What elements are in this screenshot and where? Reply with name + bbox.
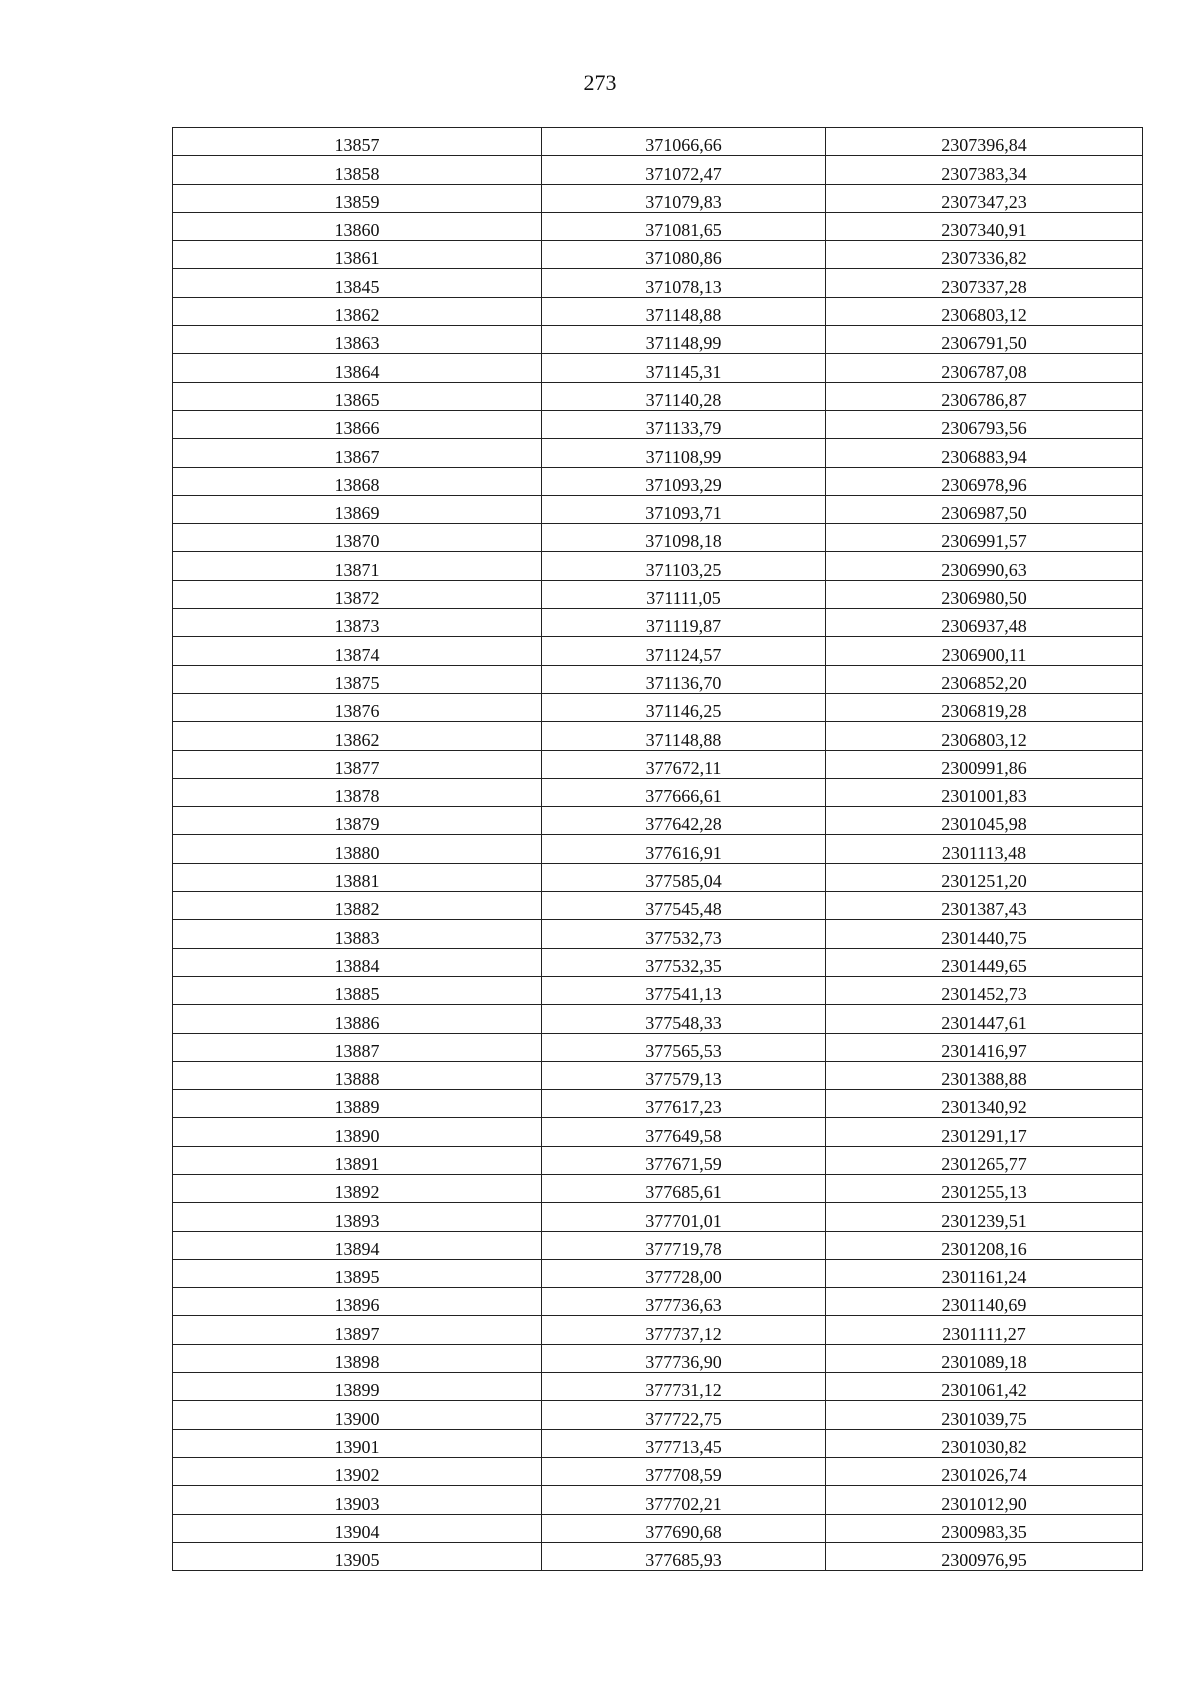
x-coordinate-cell: 377702,21 [542,1486,826,1514]
x-coordinate-cell: 377672,11 [542,750,826,778]
table-row [173,665,1143,693]
point-number-cell: 13860 [173,212,542,240]
x-coordinate-cell: 371145,31 [542,354,826,382]
table-row [173,1118,1143,1146]
point-number-cell: 13895 [173,1259,542,1287]
y-coordinate-cell: 2300976,95 [826,1542,1143,1570]
table-row [173,156,1143,184]
table-row [173,1457,1143,1485]
y-coordinate-cell: 2301208,16 [826,1231,1143,1259]
point-number-cell: 13874 [173,637,542,665]
y-coordinate-cell: 2301416,97 [826,1033,1143,1061]
table-row [173,1344,1143,1372]
x-coordinate-cell: 371103,25 [542,552,826,580]
point-number-cell: 13864 [173,354,542,382]
y-coordinate-cell: 2301388,88 [826,1061,1143,1089]
point-number-cell: 13867 [173,439,542,467]
point-number-cell: 13859 [173,184,542,212]
table-row [173,269,1143,297]
y-coordinate-cell: 2300991,86 [826,750,1143,778]
point-number-cell: 13897 [173,1316,542,1344]
table-row [173,976,1143,1004]
x-coordinate-cell: 371148,99 [542,326,826,354]
point-number-cell: 13870 [173,524,542,552]
y-coordinate-cell: 2307396,84 [826,128,1143,156]
table-row [173,1373,1143,1401]
point-number-cell: 13879 [173,807,542,835]
point-number-cell: 13863 [173,326,542,354]
y-coordinate-cell: 2306937,48 [826,609,1143,637]
table-row [173,948,1143,976]
x-coordinate-cell: 377685,61 [542,1174,826,1202]
x-coordinate-cell: 377585,04 [542,863,826,891]
point-number-cell: 13900 [173,1401,542,1429]
x-coordinate-cell: 371078,13 [542,269,826,297]
x-coordinate-cell: 371079,83 [542,184,826,212]
x-coordinate-cell: 371124,57 [542,637,826,665]
table-row [173,552,1143,580]
y-coordinate-cell: 2307347,23 [826,184,1143,212]
x-coordinate-cell: 377708,59 [542,1457,826,1485]
y-coordinate-cell: 2307340,91 [826,212,1143,240]
table-row [173,863,1143,891]
point-number-cell: 13905 [173,1542,542,1570]
point-number-cell: 13876 [173,693,542,721]
table-row [173,1514,1143,1542]
y-coordinate-cell: 2307383,34 [826,156,1143,184]
y-coordinate-cell: 2301340,92 [826,1090,1143,1118]
x-coordinate-cell: 377579,13 [542,1061,826,1089]
x-coordinate-cell: 371080,86 [542,241,826,269]
point-number-cell: 13894 [173,1231,542,1259]
y-coordinate-cell: 2301452,73 [826,976,1143,1004]
y-coordinate-cell: 2301265,77 [826,1146,1143,1174]
point-number-cell: 13857 [173,128,542,156]
x-coordinate-cell: 371119,87 [542,609,826,637]
table-row [173,410,1143,438]
y-coordinate-cell: 2306900,11 [826,637,1143,665]
point-number-cell: 13866 [173,410,542,438]
point-number-cell: 13873 [173,609,542,637]
point-number-cell: 13890 [173,1118,542,1146]
x-coordinate-cell: 377532,35 [542,948,826,976]
y-coordinate-cell: 2306990,63 [826,552,1143,580]
point-number-cell: 13868 [173,467,542,495]
y-coordinate-cell: 2301239,51 [826,1203,1143,1231]
table-row [173,835,1143,863]
x-coordinate-cell: 371148,88 [542,297,826,325]
point-number-cell: 13883 [173,920,542,948]
x-coordinate-cell: 377690,68 [542,1514,826,1542]
table-row [173,241,1143,269]
point-number-cell: 13899 [173,1373,542,1401]
table-row [173,467,1143,495]
x-coordinate-cell: 377736,63 [542,1288,826,1316]
table-row [173,1090,1143,1118]
y-coordinate-cell: 2307337,28 [826,269,1143,297]
point-number-cell: 13884 [173,948,542,976]
y-coordinate-cell: 2301449,65 [826,948,1143,976]
point-number-cell: 13872 [173,580,542,608]
table-row [173,807,1143,835]
y-coordinate-cell: 2306793,56 [826,410,1143,438]
point-number-cell: 13869 [173,495,542,523]
y-coordinate-cell: 2301251,20 [826,863,1143,891]
y-coordinate-cell: 2301045,98 [826,807,1143,835]
y-coordinate-cell: 2306803,12 [826,722,1143,750]
x-coordinate-cell: 377532,73 [542,920,826,948]
table-row [173,693,1143,721]
point-number-cell: 13892 [173,1174,542,1202]
x-coordinate-cell: 377701,01 [542,1203,826,1231]
table-row [173,1146,1143,1174]
point-number-cell: 13878 [173,778,542,806]
table-row [173,1429,1143,1457]
x-coordinate-cell: 377671,59 [542,1146,826,1174]
table-row [173,1033,1143,1061]
y-coordinate-cell: 2301113,48 [826,835,1143,863]
table-row [173,1061,1143,1089]
y-coordinate-cell: 2301111,27 [826,1316,1143,1344]
x-coordinate-cell: 377565,53 [542,1033,826,1061]
y-coordinate-cell: 2301255,13 [826,1174,1143,1202]
table-row [173,920,1143,948]
table-row [173,524,1143,552]
y-coordinate-cell: 2301447,61 [826,1005,1143,1033]
point-number-cell: 13862 [173,722,542,750]
table-row [173,1231,1143,1259]
y-coordinate-cell: 2306980,50 [826,580,1143,608]
x-coordinate-cell: 371136,70 [542,665,826,693]
y-coordinate-cell: 2301030,82 [826,1429,1143,1457]
x-coordinate-cell: 377666,61 [542,778,826,806]
table-row [173,128,1143,156]
point-number-cell: 13865 [173,382,542,410]
table-row [173,326,1143,354]
y-coordinate-cell: 2306819,28 [826,693,1143,721]
point-number-cell: 13845 [173,269,542,297]
table-row [173,1316,1143,1344]
table-row [173,637,1143,665]
x-coordinate-cell: 371093,71 [542,495,826,523]
table-row [173,1486,1143,1514]
y-coordinate-cell: 2306787,08 [826,354,1143,382]
y-coordinate-cell: 2300983,35 [826,1514,1143,1542]
table-row [173,1542,1143,1570]
point-number-cell: 13861 [173,241,542,269]
x-coordinate-cell: 371093,29 [542,467,826,495]
y-coordinate-cell: 2301039,75 [826,1401,1143,1429]
table-row [173,609,1143,637]
point-number-cell: 13862 [173,297,542,325]
table-row [173,1259,1143,1287]
table-row [173,778,1143,806]
y-coordinate-cell: 2301026,74 [826,1457,1143,1485]
table-row [173,1174,1143,1202]
point-number-cell: 13881 [173,863,542,891]
table-row [173,212,1143,240]
point-number-cell: 13880 [173,835,542,863]
x-coordinate-cell: 377728,00 [542,1259,826,1287]
x-coordinate-cell: 377731,12 [542,1373,826,1401]
x-coordinate-cell: 377737,12 [542,1316,826,1344]
x-coordinate-cell: 377649,58 [542,1118,826,1146]
point-number-cell: 13893 [173,1203,542,1231]
y-coordinate-cell: 2301001,83 [826,778,1143,806]
point-number-cell: 13904 [173,1514,542,1542]
y-coordinate-cell: 2306978,96 [826,467,1143,495]
point-number-cell: 13889 [173,1090,542,1118]
y-coordinate-cell: 2301089,18 [826,1344,1143,1372]
x-coordinate-cell: 371081,65 [542,212,826,240]
y-coordinate-cell: 2301140,69 [826,1288,1143,1316]
y-coordinate-cell: 2301291,17 [826,1118,1143,1146]
table-row [173,1203,1143,1231]
x-coordinate-cell: 377685,93 [542,1542,826,1570]
y-coordinate-cell: 2306803,12 [826,297,1143,325]
point-number-cell: 13901 [173,1429,542,1457]
table-row [173,1401,1143,1429]
coordinates-table-body [173,128,1143,1571]
y-coordinate-cell: 2301387,43 [826,892,1143,920]
x-coordinate-cell: 377642,28 [542,807,826,835]
point-number-cell: 13887 [173,1033,542,1061]
y-coordinate-cell: 2301440,75 [826,920,1143,948]
table-row [173,892,1143,920]
y-coordinate-cell: 2301012,90 [826,1486,1143,1514]
table-row [173,439,1143,467]
table-row [173,1288,1143,1316]
point-number-cell: 13871 [173,552,542,580]
point-number-cell: 13886 [173,1005,542,1033]
point-number-cell: 13902 [173,1457,542,1485]
point-number-cell: 13882 [173,892,542,920]
x-coordinate-cell: 377617,23 [542,1090,826,1118]
table-row [173,354,1143,382]
x-coordinate-cell: 377722,75 [542,1401,826,1429]
point-number-cell: 13888 [173,1061,542,1089]
point-number-cell: 13896 [173,1288,542,1316]
point-number-cell: 13877 [173,750,542,778]
x-coordinate-cell: 371066,66 [542,128,826,156]
point-number-cell: 13903 [173,1486,542,1514]
y-coordinate-cell: 2306791,50 [826,326,1143,354]
y-coordinate-cell: 2306987,50 [826,495,1143,523]
point-number-cell: 13875 [173,665,542,693]
x-coordinate-cell: 377719,78 [542,1231,826,1259]
y-coordinate-cell: 2306991,57 [826,524,1143,552]
x-coordinate-cell: 377616,91 [542,835,826,863]
x-coordinate-cell: 371140,28 [542,382,826,410]
y-coordinate-cell: 2301061,42 [826,1373,1143,1401]
y-coordinate-cell: 2306786,87 [826,382,1143,410]
page-number: 273 [583,70,617,95]
x-coordinate-cell: 371072,47 [542,156,826,184]
coordinates-table [172,127,1143,1571]
x-coordinate-cell: 371133,79 [542,410,826,438]
y-coordinate-cell: 2306852,20 [826,665,1143,693]
point-number-cell: 13891 [173,1146,542,1174]
table-row [173,722,1143,750]
x-coordinate-cell: 371148,88 [542,722,826,750]
x-coordinate-cell: 377548,33 [542,1005,826,1033]
table-row [173,1005,1143,1033]
table-row [173,382,1143,410]
point-number-cell: 13885 [173,976,542,1004]
x-coordinate-cell: 377545,48 [542,892,826,920]
x-coordinate-cell: 377713,45 [542,1429,826,1457]
table-row [173,750,1143,778]
table-row [173,580,1143,608]
point-number-cell: 13858 [173,156,542,184]
table-row [173,184,1143,212]
x-coordinate-cell: 371098,18 [542,524,826,552]
y-coordinate-cell: 2307336,82 [826,241,1143,269]
point-number-cell: 13898 [173,1344,542,1372]
table-row [173,297,1143,325]
table-row [173,495,1143,523]
x-coordinate-cell: 371146,25 [542,693,826,721]
x-coordinate-cell: 371108,99 [542,439,826,467]
x-coordinate-cell: 371111,05 [542,580,826,608]
x-coordinate-cell: 377736,90 [542,1344,826,1372]
y-coordinate-cell: 2301161,24 [826,1259,1143,1287]
x-coordinate-cell: 377541,13 [542,976,826,1004]
y-coordinate-cell: 2306883,94 [826,439,1143,467]
